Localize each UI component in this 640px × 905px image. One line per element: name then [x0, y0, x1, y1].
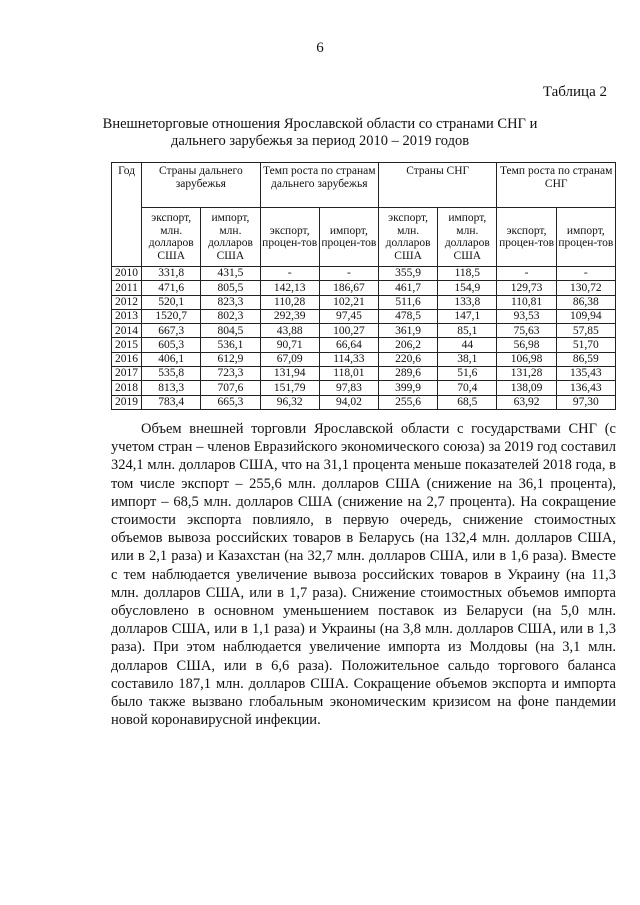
table-cell: 255,6 — [378, 395, 437, 409]
table-cell: 805,5 — [201, 281, 260, 295]
header-far-abroad: Страны дальнего зарубежья — [142, 163, 260, 208]
table-cell: 97,83 — [319, 381, 378, 395]
table-cell: 783,4 — [142, 395, 201, 409]
table-cell: 57,85 — [556, 324, 615, 338]
table-cell: 96,32 — [260, 395, 319, 409]
table-cell: 129,73 — [497, 281, 556, 295]
table-row — [112, 395, 616, 409]
table-cell: 97,45 — [319, 309, 378, 323]
table-cell: 63,92 — [497, 395, 556, 409]
table-cell: 723,3 — [201, 367, 260, 381]
table-cell: 38,1 — [438, 352, 497, 366]
table-cell: 355,9 — [378, 267, 437, 281]
table-cell: 106,98 — [497, 352, 556, 366]
cell-year: 2012 — [112, 295, 142, 309]
page-number: 6 — [316, 40, 324, 56]
table-row — [112, 295, 616, 309]
table-cell: 535,8 — [142, 367, 201, 381]
table-cell: 520,1 — [142, 295, 201, 309]
table-cell: 667,3 — [142, 324, 201, 338]
table-cell: - — [556, 267, 615, 281]
table-row — [112, 381, 616, 395]
body-text — [111, 420, 616, 729]
table-cell: 133,8 — [438, 295, 497, 309]
table-cell: 86,38 — [556, 295, 615, 309]
table-cell: 1520,7 — [142, 309, 201, 323]
table-cell: 471,6 — [142, 281, 201, 295]
table-label: Таблица 2 — [542, 84, 607, 100]
table-cell: 75,63 — [497, 324, 556, 338]
subheader-export-usd: экспорт, млн. долларов США — [378, 208, 437, 267]
table-cell: 67,09 — [260, 352, 319, 366]
trade-table — [111, 162, 616, 410]
table-cell: 142,13 — [260, 281, 319, 295]
table-cell: 220,6 — [378, 352, 437, 366]
table-cell: 331,8 — [142, 267, 201, 281]
table-cell: 605,3 — [142, 338, 201, 352]
cell-year: 2019 — [112, 395, 142, 409]
cell-year: 2014 — [112, 324, 142, 338]
table-cell: 813,3 — [142, 381, 201, 395]
table-cell: 43,88 — [260, 324, 319, 338]
cell-year: 2015 — [112, 338, 142, 352]
table-cell: 536,1 — [201, 338, 260, 352]
table-cell: 399,9 — [378, 381, 437, 395]
table-cell: 823,3 — [201, 295, 260, 309]
table-cell: 154,9 — [438, 281, 497, 295]
subheader-import-usd: импорт, млн. долларов США — [201, 208, 260, 267]
table-cell: 431,5 — [201, 267, 260, 281]
table-cell: 802,3 — [201, 309, 260, 323]
table-cell: 147,1 — [438, 309, 497, 323]
table-cell: 66,64 — [319, 338, 378, 352]
header-year: Год — [112, 163, 142, 267]
table-row — [112, 281, 616, 295]
table-cell: 707,6 — [201, 381, 260, 395]
table-cell: 135,43 — [556, 367, 615, 381]
table-title: Внешнеторговые отношения Ярославской области со странами СНГ и дальнего зарубежья за период 2010 – 2019 годов — [102, 116, 538, 149]
table-cell: - — [319, 267, 378, 281]
table-row — [112, 324, 616, 338]
table-cell: 136,43 — [556, 381, 615, 395]
table-cell: 461,7 — [378, 281, 437, 295]
table-cell: 612,9 — [201, 352, 260, 366]
cell-year: 2018 — [112, 381, 142, 395]
table-row — [112, 338, 616, 352]
table-cell: 102,21 — [319, 295, 378, 309]
subheader-export-pct: экспорт, процен-тов — [497, 208, 556, 267]
table-row — [112, 352, 616, 366]
table-cell: 56,98 — [497, 338, 556, 352]
table-cell: 100,27 — [319, 324, 378, 338]
table-cell: 361,9 — [378, 324, 437, 338]
header-cis: Страны СНГ — [378, 163, 496, 208]
table-cell: 94,02 — [319, 395, 378, 409]
table-cell: 86,59 — [556, 352, 615, 366]
table-cell: 406,1 — [142, 352, 201, 366]
table-cell: 110,81 — [497, 295, 556, 309]
subheader-import-pct: импорт, процен-тов — [556, 208, 615, 267]
table-cell: 131,94 — [260, 367, 319, 381]
table-cell: 70,4 — [438, 381, 497, 395]
table-row — [112, 309, 616, 323]
table-cell: 118,5 — [438, 267, 497, 281]
table-row — [112, 267, 616, 281]
table-cell: 97,30 — [556, 395, 615, 409]
table-cell: 51,6 — [438, 367, 497, 381]
subheader-import-usd: импорт, млн. долларов США — [438, 208, 497, 267]
table-cell: 130,72 — [556, 281, 615, 295]
table-cell: 110,28 — [260, 295, 319, 309]
cell-year: 2010 — [112, 267, 142, 281]
header-cis-growth: Темп роста по странам СНГ — [497, 163, 616, 208]
table-cell: 289,6 — [378, 367, 437, 381]
table-cell: 68,5 — [438, 395, 497, 409]
table-cell: 44 — [438, 338, 497, 352]
body-paragraph: Объем внешней торговли Ярославской области с государствами СНГ (с учетом стран – членов Евразийского экономического союза) за 2019 год составил 324,1 млн. долларов США, что на 31,1 процента меньше показателей 2018 года, в том числе экспорт – 255,6 млн. долларов США (снижение на 36,1 процента), импорт – 68,5 млн. долларов США (снижение на 2,7 процента). На сокращение стоимости экспорта повлияло, в первую очередь, снижение стоимостных объемов вывоза российских товаров в Беларусь (на 132,4 млн. долларов США, или в 2,1 раза) и Казахстан (на 32,7 млн. долларов США, или в 1,6 раза). Вместе с тем наблюдается увеличение вывоза российских товаров в Украину (на 11,3 млн. долларов США, или в 1,7 раза). Снижение стоимостных объемов импорта обусловлено в основном уменьшением поставок из Беларуси (на 5,0 млн. долларов США, или в 1,1 раза) и Украины (на 3,8 млн. долларов США, или в 1,3 раза). При этом наблюдается увеличение импорта из Молдовы (на 3,1 млн. долларов США, или в 6,6 раза). Положительное сальдо торгового баланса составило 187,1 млн. долларов США. Сокращение объемов экспорта и импорта было также вызвано глобальным экономическим кризисом на фоне пандемии новой коронавирусной инфекции. — [111, 421, 616, 729]
table-cell: 51,70 — [556, 338, 615, 352]
subheader-import-pct: импорт, процен-тов — [319, 208, 378, 267]
table-cell: 85,1 — [438, 324, 497, 338]
table-row — [112, 367, 616, 381]
cell-year: 2013 — [112, 309, 142, 323]
cell-year: 2016 — [112, 352, 142, 366]
table-cell: - — [260, 267, 319, 281]
table-cell: 114,33 — [319, 352, 378, 366]
table-cell: 292,39 — [260, 309, 319, 323]
table-cell: 109,94 — [556, 309, 615, 323]
table-cell: 151,79 — [260, 381, 319, 395]
subheader-export-pct: экспорт, процен-тов — [260, 208, 319, 267]
cell-year: 2011 — [112, 281, 142, 295]
header-far-abroad-growth: Темп роста по странам дальнего зарубежья — [260, 163, 378, 208]
table-cell: 118,01 — [319, 367, 378, 381]
table-cell: 511,6 — [378, 295, 437, 309]
table-cell: 138,09 — [497, 381, 556, 395]
cell-year: 2017 — [112, 367, 142, 381]
table-cell: 90,71 — [260, 338, 319, 352]
table-cell: 206,2 — [378, 338, 437, 352]
table-cell: - — [497, 267, 556, 281]
table-cell: 93,53 — [497, 309, 556, 323]
table-cell: 131,28 — [497, 367, 556, 381]
table-cell: 804,5 — [201, 324, 260, 338]
table-cell: 665,3 — [201, 395, 260, 409]
table-cell: 478,5 — [378, 309, 437, 323]
table-cell: 186,67 — [319, 281, 378, 295]
subheader-export-usd: экспорт, млн. долларов США — [142, 208, 201, 267]
